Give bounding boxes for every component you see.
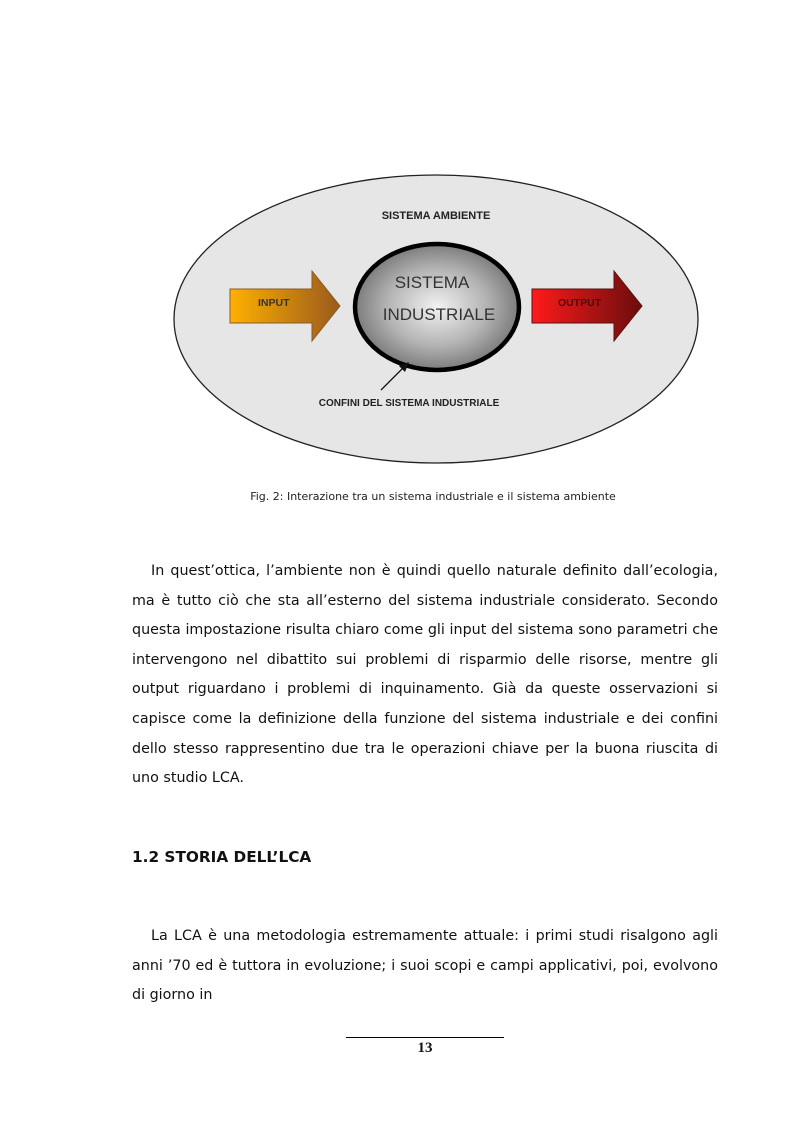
body-paragraph-1: In quest’ottica, l’ambiente non è quindi quello naturale definito dall’ecologia, ma è tutto ciò che sta all’esterno del sistema industriale considerato. Secondo questa impostazione risulta chiaro come gli input del sistema sono parametri che intervengono nel dibattito sui problemi di risparmio delle risorse, mentre gli output riguardano i problemi di inquinamento. Già da queste osservazioni si capisce come la definizione della funzione del sistema industriale e dei confini dello stesso rappresentino due tra le operazioni chiave per la buona riuscita di uno studio LCA. bbox=[132, 563, 718, 787]
environment-label: SISTEMA AMBIENTE bbox=[381, 210, 491, 222]
section-heading: 1.2 STORIA DELL’LCA bbox=[132, 848, 312, 866]
system-environment-diagram bbox=[0, 0, 794, 480]
core-label-line1: SISTEMA bbox=[394, 273, 470, 292]
output-label: OUTPUT bbox=[558, 297, 602, 309]
boundary-label: CONFINI DEL SISTEMA INDUSTRIALE bbox=[318, 398, 500, 409]
core-label-line2: INDUSTRIALE bbox=[382, 305, 496, 324]
page-number: 13 bbox=[417, 1040, 433, 1056]
footer-rule bbox=[346, 1037, 504, 1038]
figure-caption: Fig. 2: Interazione tra un sistema industriale e il sistema ambiente bbox=[250, 490, 616, 503]
body-paragraph-2: La LCA è una metodologia estremamente attuale: i primi studi risalgono agli anni ’70 ed è tuttora in evoluzione; i suoi scopi e campi applicativi, poi, evolvono di giorno in bbox=[132, 928, 718, 1004]
input-label: INPUT bbox=[258, 297, 290, 309]
